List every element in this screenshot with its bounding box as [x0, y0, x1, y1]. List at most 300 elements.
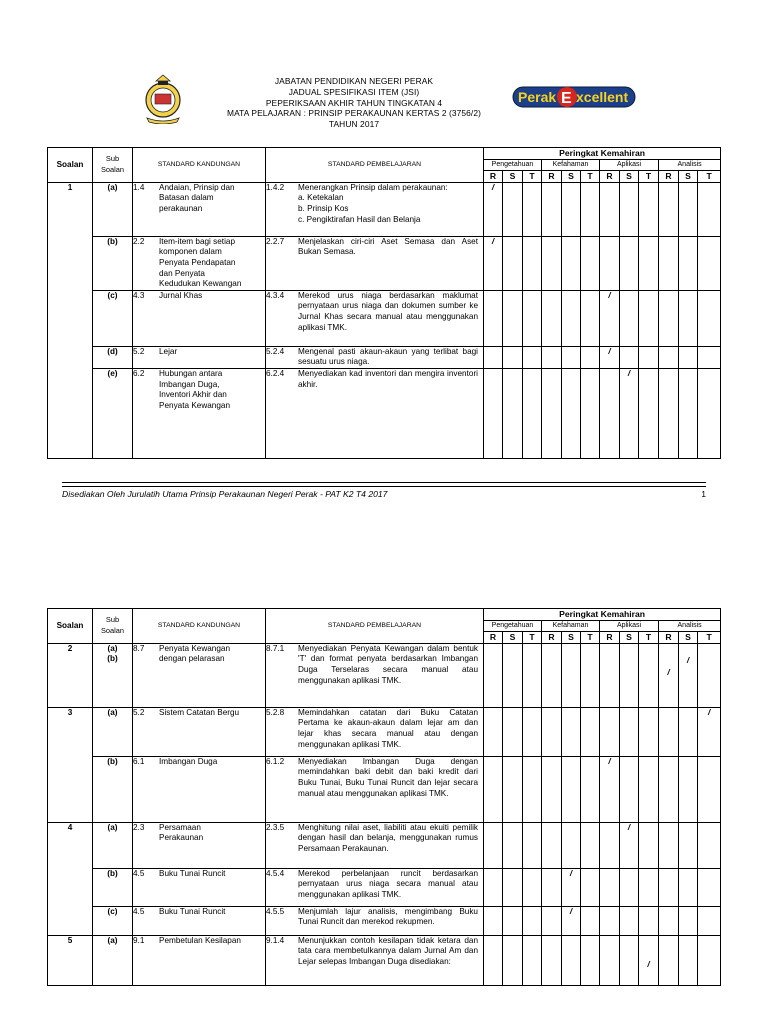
skill-level-cell — [484, 236, 503, 290]
skill-level-cell — [698, 290, 721, 346]
sk-number: 4.5 — [133, 906, 145, 916]
skill-level-cell — [542, 346, 562, 368]
skill-level-cell — [659, 182, 679, 236]
header-kefahaman: Kefahaman — [542, 159, 600, 171]
skill-level-cell — [484, 182, 503, 236]
footer-rule — [62, 482, 706, 483]
skill-level-cell — [639, 643, 659, 707]
table-row — [48, 643, 721, 707]
skill-level-cell — [542, 368, 562, 458]
sp-text: Menunjukkan contoh kesilapan tidak ketara dan tata cara membetulkannya dalam Jurnal Am dan Lejar selepas Imbangan Duga disediakan: — [298, 935, 478, 966]
skill-level-cell — [503, 868, 523, 906]
skill-level-cell — [698, 935, 721, 985]
skill-level-cell — [484, 290, 503, 346]
standard-kandungan-cell — [133, 707, 266, 756]
table-row — [48, 906, 721, 935]
skill-level-cell — [581, 290, 600, 346]
sk-text: Lejar — [159, 346, 178, 356]
standard-kandungan-cell — [133, 935, 266, 985]
skill-level-cell — [581, 756, 600, 822]
title-line-4: MATA PELAJARAN : PRINSIP PERAKAUNAN KERTAS 2 (3756/2) — [227, 108, 481, 119]
skill-level-cell — [523, 935, 542, 985]
skill-level-cell — [659, 368, 679, 458]
soalan-cell: 2 — [48, 643, 93, 707]
skill-level-cell — [659, 346, 679, 368]
standard-kandungan-cell — [133, 868, 266, 906]
sub-soalan-cell: (a) — [93, 935, 133, 985]
skill-level-cell — [639, 822, 659, 868]
sk-text: Imbangan Duga — [159, 756, 218, 766]
skill-level-cell — [484, 935, 503, 985]
skill-level-cell — [620, 290, 639, 346]
skill-level-cell — [620, 346, 639, 368]
header-peringkat-kemahiran: Peringkat Kemahiran — [484, 148, 721, 160]
skill-level-cell — [523, 868, 542, 906]
sp-sublist — [266, 193, 483, 225]
sp-number: 6.2.4 — [266, 368, 285, 378]
sp-text: Memindahkan catatan dari Buku Catatan Pertama ke akaun-akaun dalam lejar am dan lejar khas secara manual atau dengan menggunakan aplikasi TMK. — [298, 707, 478, 749]
skill-level-cell — [620, 756, 639, 822]
table-row — [48, 822, 721, 868]
standard-kandungan-cell — [133, 643, 266, 707]
sub-soalan-cell: (a) — [93, 707, 133, 756]
sp-sublist-item: c. Pengiktirafan Hasil dan Belanja — [298, 214, 421, 224]
standard-kandungan-cell — [133, 290, 266, 346]
skill-level-cell — [523, 368, 542, 458]
skill-level-cell — [600, 290, 620, 346]
sp-text: Menjelaskan ciri-ciri Aset Semasa dan Aset Bukan Semasa. — [298, 236, 478, 257]
skill-level-cell — [620, 182, 639, 236]
sk-number: 5.2 — [133, 346, 145, 356]
skill-level-cell — [620, 868, 639, 906]
standard-pembelajaran-cell — [266, 290, 484, 346]
standard-pembelajaran-cell — [266, 236, 484, 290]
sk-text: Persamaan Perakaunan — [159, 822, 204, 843]
sub-soalan-cell: (d) — [93, 346, 133, 368]
rst-cell: R — [484, 632, 503, 644]
skill-level-cell — [600, 643, 620, 707]
sk-text: Buku Tunai Runcit — [159, 868, 226, 878]
header-standard-pembelajaran: STANDARD PEMBELAJARAN — [266, 148, 484, 183]
sk-number: 6.2 — [133, 368, 145, 378]
skill-level-cell — [562, 822, 581, 868]
skill-level-cell — [639, 182, 659, 236]
rst-cell: T — [581, 171, 600, 183]
skill-level-cell — [600, 822, 620, 868]
footer-text: Disediakan Oleh Jurulatih Utama Prinsip Perakaunan Negeri Perak - PAT K2 T4 2017 — [62, 489, 388, 499]
sp-number: 2.3.5 — [266, 822, 285, 832]
table-row — [48, 346, 721, 368]
skill-level-cell — [503, 346, 523, 368]
skill-level-cell — [600, 707, 620, 756]
logo-text-xcellent: xcellent — [576, 89, 629, 105]
skill-level-cell — [562, 182, 581, 236]
skill-level-cell — [542, 868, 562, 906]
skill-level-cell — [542, 906, 562, 935]
skill-level-cell — [679, 236, 698, 290]
sp-text: Menyediakan Penyata Kewangan dalam bentuk 'T' dan format penyata berdasarkan Imbangan Duga Terselaras secara manual atau menggunakan aplikasi TMK. — [298, 643, 478, 685]
skill-level-cell — [698, 756, 721, 822]
skill-level-cell — [562, 346, 581, 368]
standard-kandungan-cell — [133, 368, 266, 458]
standard-kandungan-cell — [133, 822, 266, 868]
header-aplikasi: Aplikasi — [600, 159, 659, 171]
skill-level-cell — [484, 346, 503, 368]
standard-pembelajaran-cell — [266, 368, 484, 458]
skill-level-cell — [562, 935, 581, 985]
header-standard-kandungan: STANDARD KANDUNGAN — [133, 609, 266, 644]
skill-level-cell — [581, 346, 600, 368]
skill-level-cell — [581, 906, 600, 935]
skill-level-cell — [581, 935, 600, 985]
skill-level-cell — [659, 756, 679, 822]
rst-cell: S — [679, 171, 698, 183]
skill-level-cell — [484, 643, 503, 707]
rst-cell: T — [523, 171, 542, 183]
skill-level-cell — [639, 935, 659, 985]
sk-text: Andaian, Prinsip dan Batasan dalam perakaunan — [159, 182, 235, 213]
tick-mark: / — [667, 667, 670, 677]
skill-level-cell — [698, 707, 721, 756]
skill-level-cell — [523, 756, 542, 822]
skill-level-cell — [503, 290, 523, 346]
skill-level-cell — [581, 868, 600, 906]
skill-level-cell — [659, 236, 679, 290]
sp-number: 1.4.2 — [266, 182, 285, 192]
sp-number: 4.5.5 — [266, 906, 285, 916]
sp-text: Menerangkan Prinsip dalam perakaunan: — [298, 182, 448, 192]
skill-level-cell — [542, 707, 562, 756]
rst-cell: R — [542, 632, 562, 644]
sp-text: Menghitung nilai aset, liabiliti atau ekuiti pemilik dengan hasil dan belanja, menggunakan rumus Persamaan Perakaunan. — [298, 822, 478, 853]
sp-number: 5.2.4 — [266, 346, 285, 356]
sk-number: 6.1 — [133, 756, 145, 766]
skill-level-cell — [484, 906, 503, 935]
skill-level-cell — [600, 935, 620, 985]
sk-number: 8.7 — [133, 643, 145, 653]
rst-cell: R — [484, 171, 503, 183]
skill-level-cell — [679, 906, 698, 935]
skill-level-cell — [542, 935, 562, 985]
standard-pembelajaran-cell — [266, 906, 484, 935]
skill-level-cell — [503, 643, 523, 707]
header-standard-kandungan: STANDARD KANDUNGAN — [133, 148, 266, 183]
standard-kandungan-cell — [133, 236, 266, 290]
skill-level-cell — [679, 290, 698, 346]
sub-soalan-cell: (b) — [93, 756, 133, 822]
skill-level-cell — [659, 290, 679, 346]
table-row — [48, 290, 721, 346]
sk-text: Hubungan antara Imbangan Duga, Inventori Akhir dan Penyata Kewangan — [159, 368, 231, 410]
skill-level-cell — [600, 346, 620, 368]
skill-level-cell — [581, 822, 600, 868]
sub-soalan-cell: (c) — [93, 906, 133, 935]
sk-text: Buku Tunai Runcit — [159, 906, 226, 916]
skill-level-cell — [620, 906, 639, 935]
rst-cell: R — [659, 171, 679, 183]
skill-level-cell — [523, 906, 542, 935]
skill-level-cell — [484, 756, 503, 822]
skill-level-cell — [600, 906, 620, 935]
table-row — [48, 236, 721, 290]
skill-level-cell — [639, 756, 659, 822]
skill-level-cell — [503, 906, 523, 935]
skill-level-cell — [562, 290, 581, 346]
standard-pembelajaran-cell — [266, 182, 484, 236]
header-standard-pembelajaran: STANDARD PEMBELAJARAN — [266, 609, 484, 644]
standard-pembelajaran-cell — [266, 868, 484, 906]
table-row — [48, 935, 721, 985]
rst-cell: S — [503, 171, 523, 183]
table-row — [48, 182, 721, 236]
standard-pembelajaran-cell — [266, 935, 484, 985]
skill-level-cell — [620, 935, 639, 985]
skill-level-cell — [523, 236, 542, 290]
page-footer — [62, 486, 706, 499]
skill-level-cell — [542, 182, 562, 236]
skill-level-cell — [503, 182, 523, 236]
skill-level-cell — [679, 935, 698, 985]
tick-mark: / — [627, 368, 631, 378]
skill-level-cell — [659, 906, 679, 935]
skill-level-cell — [679, 643, 698, 707]
skill-level-cell — [523, 707, 542, 756]
tick-mark: / — [686, 655, 690, 665]
skill-level-cell — [698, 346, 721, 368]
header-sub-soalan: Sub Soalan — [93, 148, 133, 183]
table-row — [48, 868, 721, 906]
sk-number: 9.1 — [133, 935, 145, 945]
sk-text: Sistem Catatan Bergu — [159, 707, 240, 717]
page-number: 1 — [701, 489, 706, 499]
tick-mark: / — [608, 346, 611, 356]
skill-level-cell — [639, 868, 659, 906]
skill-level-cell — [600, 182, 620, 236]
sk-number: 1.4 — [133, 182, 145, 192]
header-pengetahuan: Pengetahuan — [484, 620, 542, 632]
skill-level-cell — [562, 868, 581, 906]
skill-level-cell — [562, 756, 581, 822]
skill-level-cell — [542, 822, 562, 868]
skill-level-cell — [542, 756, 562, 822]
skill-level-cell — [679, 822, 698, 868]
skill-level-cell — [620, 368, 639, 458]
header-soalan: Soalan — [48, 148, 93, 183]
skill-level-cell — [659, 868, 679, 906]
skill-level-cell — [484, 868, 503, 906]
rst-cell: S — [562, 632, 581, 644]
state-crest-logo — [143, 74, 183, 124]
skill-level-cell — [523, 290, 542, 346]
skill-level-cell — [581, 707, 600, 756]
skill-level-cell — [503, 756, 523, 822]
skill-level-cell — [562, 236, 581, 290]
jsi-table-page-1 — [47, 147, 721, 459]
skill-level-cell — [484, 707, 503, 756]
header-kefahaman: Kefahaman — [542, 620, 600, 632]
rst-cell: S — [503, 632, 523, 644]
skill-level-cell — [542, 236, 562, 290]
skill-level-cell — [523, 822, 542, 868]
skill-level-cell — [523, 346, 542, 368]
soalan-cell: 5 — [48, 935, 93, 985]
skill-level-cell — [523, 643, 542, 707]
title-line-2: JADUAL SPESIFIKASI ITEM (JSI) — [288, 86, 420, 97]
rst-cell: T — [698, 171, 721, 183]
skill-level-cell — [503, 236, 523, 290]
rst-cell: S — [620, 171, 639, 183]
rst-cell: T — [523, 632, 542, 644]
table-row — [48, 756, 721, 822]
skill-level-cell — [679, 346, 698, 368]
skill-level-cell — [600, 756, 620, 822]
skill-level-cell — [679, 368, 698, 458]
tick-mark: / — [647, 959, 650, 969]
sp-number: 4.5.4 — [266, 868, 285, 878]
skill-level-cell — [659, 643, 679, 707]
soalan-cell: 4 — [48, 822, 93, 935]
sp-text: Menyediakan kad inventori dan mengira inventori akhir. — [298, 368, 478, 389]
skill-level-cell — [679, 756, 698, 822]
tick-mark: / — [569, 906, 573, 916]
header-pengetahuan: Pengetahuan — [484, 159, 542, 171]
skill-level-cell — [484, 368, 503, 458]
skill-level-cell — [698, 182, 721, 236]
tick-mark: / — [491, 182, 495, 192]
sp-number: 6.1.2 — [266, 756, 285, 766]
skill-level-cell — [542, 643, 562, 707]
sp-sublist-item: a. Ketekalan — [298, 193, 344, 203]
standard-kandungan-cell — [133, 182, 266, 236]
standard-pembelajaran-cell — [266, 346, 484, 368]
rst-cell: T — [698, 632, 721, 644]
skill-level-cell — [639, 290, 659, 346]
sub-soalan-cell: (b) — [93, 236, 133, 290]
skill-level-cell — [562, 707, 581, 756]
sk-number: 4.5 — [133, 868, 145, 878]
title-line-5: TAHUN 2017 — [328, 119, 380, 130]
soalan-cell: 1 — [48, 182, 93, 458]
sk-number: 4.3 — [133, 290, 145, 300]
standard-kandungan-cell — [133, 906, 266, 935]
table-row — [48, 368, 721, 458]
rst-cell: S — [620, 632, 639, 644]
header-peringkat-kemahiran: Peringkat Kemahiran — [484, 609, 721, 621]
header-analisis: Analisis — [659, 159, 721, 171]
rst-cell: T — [581, 632, 600, 644]
sp-text: Merekod perbelanjaan runcit berdasarkan pernyataan urus niaga secara manual atau menggunakan aplikasi TMK. — [298, 868, 478, 899]
skill-level-cell — [639, 346, 659, 368]
sp-sublist-item: b. Prinsip Kos — [298, 203, 349, 213]
title-line-1: JABATAN PENDIDIKAN NEGERI PERAK — [274, 76, 434, 86]
skill-level-cell — [659, 822, 679, 868]
table-row — [48, 707, 721, 756]
skill-level-cell — [562, 906, 581, 935]
skill-level-cell — [523, 182, 542, 236]
sub-soalan-cell: (a) — [93, 182, 133, 236]
soalan-cell: 3 — [48, 707, 93, 822]
tick-mark: / — [627, 822, 631, 832]
standard-pembelajaran-cell — [266, 707, 484, 756]
skill-level-cell — [503, 707, 523, 756]
skill-level-cell — [503, 822, 523, 868]
sp-number: 2.2.7 — [266, 236, 285, 246]
rst-cell: R — [659, 632, 679, 644]
skill-level-cell — [679, 868, 698, 906]
skill-level-cell — [620, 822, 639, 868]
header-sub-soalan: Sub Soalan — [93, 609, 133, 644]
sk-number: 5.2 — [133, 707, 145, 717]
tick-mark: / — [569, 868, 573, 878]
tick-mark: / — [491, 236, 495, 246]
skill-level-cell — [639, 236, 659, 290]
sub-soalan-cell: (b) — [93, 868, 133, 906]
skill-level-cell — [698, 906, 721, 935]
perak-excellent-logo — [512, 84, 636, 110]
sp-number: 8.7.1 — [266, 643, 285, 653]
sp-text: Menjumlah lajur analisis, mengimbang Buku Tunai Runcit dan merekod rekupmen. — [298, 906, 478, 927]
skill-level-cell — [484, 822, 503, 868]
standard-kandungan-cell — [133, 346, 266, 368]
skill-level-cell — [562, 643, 581, 707]
skill-level-cell — [600, 236, 620, 290]
sp-number: 4.3.4 — [266, 290, 285, 300]
sk-number: 2.3 — [133, 822, 145, 832]
skill-level-cell — [542, 290, 562, 346]
logo-text-e: E — [561, 90, 572, 107]
logo-text-perak: Perak — [518, 89, 557, 105]
header-aplikasi: Aplikasi — [600, 620, 659, 632]
sp-text: Mengenal pasti akaun-akaun yang terlibat bagi sesuatu urus niaga. — [298, 346, 478, 367]
skill-level-cell — [639, 368, 659, 458]
sk-text: Jurnal Khas — [159, 290, 203, 300]
jsi-table-page-2 — [47, 608, 721, 986]
sp-number: 9.1.4 — [266, 935, 285, 945]
skill-level-cell — [503, 935, 523, 985]
standard-pembelajaran-cell — [266, 756, 484, 822]
skill-level-cell — [698, 368, 721, 458]
header-soalan: Soalan — [48, 609, 93, 644]
sub-soalan-cell: (a) (b) — [93, 643, 133, 707]
standard-pembelajaran-cell — [266, 643, 484, 707]
skill-level-cell — [581, 236, 600, 290]
skill-level-cell — [581, 182, 600, 236]
sp-number: 5.2.8 — [266, 707, 285, 717]
skill-level-cell — [562, 368, 581, 458]
skill-level-cell — [679, 707, 698, 756]
skill-level-cell — [698, 643, 721, 707]
tick-mark: / — [608, 290, 611, 300]
sub-soalan-cell: (e) — [93, 368, 133, 458]
sub-soalan-cell: (a) — [93, 822, 133, 868]
skill-level-cell — [600, 368, 620, 458]
sk-number: 2.2 — [133, 236, 145, 246]
sk-text: Pembetulan Kesilapan — [159, 935, 241, 945]
standard-kandungan-cell — [133, 756, 266, 822]
sp-text: Menyediakan Imbangan Duga dengan memindahkan baki debit dan baki kredit dari Buku Tunai, Buku Tunai Runcit dan lejar secara manual atau menggunakan aplikasi TMK. — [298, 756, 478, 798]
rst-cell: T — [639, 632, 659, 644]
skill-level-cell — [503, 368, 523, 458]
skill-level-cell — [698, 236, 721, 290]
skill-level-cell — [620, 643, 639, 707]
sk-text: Item-item bagi setiap komponen dalam Penyata Pendapatan dan Penyata Kedudukan Kewangan — [159, 236, 242, 289]
rst-cell: R — [600, 171, 620, 183]
skill-level-cell — [581, 368, 600, 458]
skill-level-cell — [620, 236, 639, 290]
tick-mark: / — [707, 707, 711, 717]
sk-text: Penyata Kewangan dengan pelarasan — [159, 643, 231, 664]
document-title-block — [220, 76, 488, 130]
